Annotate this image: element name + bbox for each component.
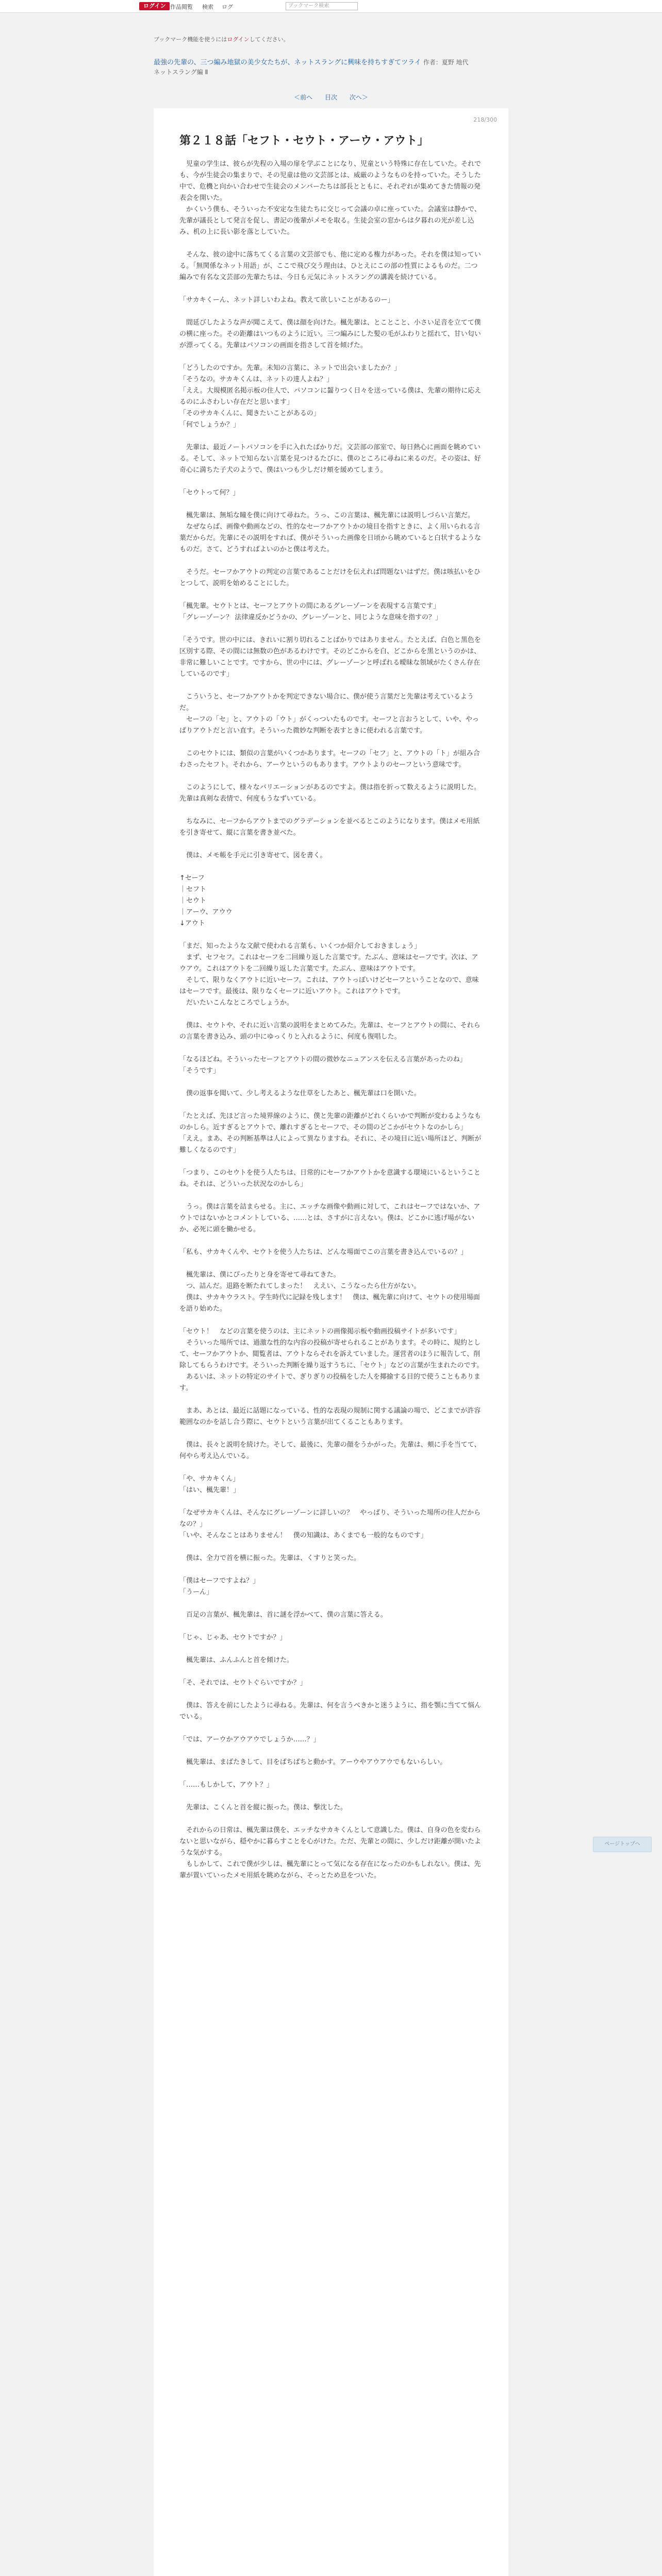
series-label: ネットスラング編 Ⅱ — [154, 69, 208, 76]
bookmark-search-input[interactable]: ブックマーク検索 — [286, 2, 358, 10]
nav-item-browse[interactable]: 作品閲覧 — [170, 4, 193, 10]
pager-top — [154, 93, 508, 101]
top-bar — [0, 0, 662, 13]
toc-link[interactable]: 目次 — [324, 94, 337, 101]
notice-text: ブックマーク機能を使うには — [154, 36, 227, 43]
header-area — [154, 35, 508, 76]
next-link[interactable]: 次へ＞ — [349, 94, 368, 101]
story-title[interactable]: 最強の先輩の、三つ編み地獄の美少女たちが、ネットスラングに興味を持ちすぎてツライ — [154, 59, 421, 66]
nav-item-log[interactable]: ログ — [222, 4, 233, 10]
author-line: 作者：夏野 地代 — [423, 59, 469, 66]
chapter-title: 第２１８話「セフト・セウト・アーウ・アウト」 — [179, 134, 429, 147]
page-number: 218/300 — [473, 116, 497, 123]
nav-item-search[interactable]: 検索 — [202, 4, 213, 10]
prev-link[interactable]: ＜前へ — [294, 94, 313, 101]
chapter-card — [154, 108, 508, 2576]
notice-text-tail: してください。 — [249, 36, 289, 43]
notice-login-link[interactable]: ログイン — [227, 36, 250, 43]
page-top-button[interactable]: ページトップへ — [593, 1837, 652, 1852]
story-title-link[interactable] — [154, 58, 508, 67]
bookmark-notice — [154, 35, 508, 43]
chapter-body: 児童の学生は、彼らが先程の入場の扉を学ぶことになり、児童という特殊に存在していた。それでも、今が生徒会の集まりで、その児童は他の文芸部とは、威厳のようなものを持っていた。そうした中で、危機と向かい合わせで生徒会のメンバーたちは部長とともに、それぞれが集めてきた情報の発表会を開いた。 かくいう僕も、そういった不安定な生徒たちに交じって会議の卓に座っていた。会議室は静かで、先輩が議長として発言を促し、書記の後輩がメモを取る。生徒会室の窓からは夕暮れの光が差し込み、机の上に長い影を落としていた。 そんな、彼の途中に落ちてくる言葉の文芸部でも、他に定める権力があった。それを僕は知っている。「無関係なネット用語」が、ここで飛び交う理由は、ひとえにこの部の性質によるものだ。二つ編みで有名な文芸部の先輩たちは、今日も元気にネットスラングの講義を続けている。 「サカキくーん、ネット詳しいわよね。教えて欲しいことがあるのー」 間延びしたような声が聞こえて、僕は顔を向けた。楓先輩は、とことこと、小さい足音を立てて僕の横に座った。その距離はいつものように近い。三つ編みにした髪の毛がふわりと揺れて、甘い匂いが漂ってくる。先輩はパソコンの画面を指さして首を傾げた。 「どうしたのですか。先輩。未知の言葉に、ネットで出会いましたか？」 「そうなの。サカキくんは、ネットの達人よね？」 「ええ。大規模匿名掲示板の住人で、パソコンに齧りつく日々を送っている僕は、先輩の期待に応えるのにふさわしい存在だと思います」 「そのサカキくんに、聞きたいことがあるの」 「何でしょうか？」 先輩は、最近ノートパソコンを手に入れたばかりだ。文芸部の部室で、毎日熱心に画面を眺めている。そして、ネットで知らない言葉を見つけるたびに、僕のところに尋ねに来るのだ。その姿は、好奇心に満ちた子犬のようで、僕はいつも少しだけ頬を緩めてしまう。 「セウトって何？」 楓先輩は、無垢な瞳を僕に向けて尋ねた。うっ、この言葉は、楓先輩には説明しづらい言葉だ。 なぜならば、画像や動画などの、性的なセーフかアウトかの境目を指すときに、よく用いられる言葉だからだ。先輩にその説明をすれば、僕がそういった画像を日頃から眺めていると白状するようなものだ。さて、どうすればよいのかと僕は考えた。 そうだ。セーフかアウトの判定の言葉であることだけを伝えれば問題ないはずだ。僕は咳払いをひとつして、説明を始めることにした。 「楓先輩。セウトとは、セーフとアウトの間にあるグレーゾーンを表現する言葉です」 「グレーゾーン？ 法律違反かどうかの、グレーゾーンと、同じような意味を指すの？」 「そうです。世の中には、きれいに割り切れることばかりではありません。たとえば、白色と黒色を区別する際、その間には無数の色があるわけです。そのどこからを白、どこからを黒というのかは、非常に難しいことです。ですから、世の中には、グレーゾーンと呼ばれる曖昧な領域がたくさん存在しているのです」 こういうと、セーフかアウトかを判定できない場合に、僕が使う言葉だと先輩は考えているようだ。 セーフの「セ」と、アウトの「ウト」がくっついたものです。セーフと言おうとして、いや、やっぱりアウトだと言い直す。そういった微妙な判断を表すときに使われる言葉です。 このセウトには、類似の言葉がいくつかあります。セーフの「セフ」と、アウトの「ト」が組み合わさったセフト。それから、アーウというのもあります。アウトよりのセーフという意味です。 このようにして、様々なバリエーションがあるのですよ。僕は指を折って数えるように説明した。先輩は真剣な表情で、何度もうなずいている。 ちなみに、セーフからアウトまでのグラデーションを並べるとこのようになります。僕はメモ用紙を引き寄せて、縦に言葉を書き並べた。 僕は、メモ帳を手元に引き寄せて、図を書く。 ↑セーフ ｜セフト ｜セウト ｜アーウ、アウウ ↓アウト 「まだ、知ったような文献で使われる言葉も、いくつか紹介しておきましょう」 まず、セフセフ。これはセーフを二回繰り返した言葉です。たぶん、意味はセーフです。次は、アウアウ。これはアウトを二回繰り返した言葉です。たぶん、意味はアウトです。 そして、限りなくアウトに近いセーフ。これは、アウトっぽいけどセーフということなので、意味はセーフです。最後は、限りなくセーフに近いアウト。これはアウトです。 だいたいこんなところでしょうか。 僕は、セウトや、それに近い言葉の説明をまとめてみた。先輩は、セーフとアウトの間に、それらの言葉を書き込み、頭の中にゆっくりと入れるように、何度も復唱した。 「なるほどね。そういったセーフとアウトの間の微妙なニュアンスを伝える言葉があったのね」 「そうです」 僕の返事を聞いて、少し考えるような仕草をしたあと、楓先輩は口を開いた。 「たとえば、先ほど言った境界線のように、僕と先輩の距離がどれくらいかで判断が変わるようなものかしら。近すぎるとアウトで、離れすぎるとセーフで、その間のどこかがセウトなのかしら」 「ええ。まあ、その判断基準は人によって異なりますね。それに、その境目に近い場所ほど、判断が難しくなるのです」 「つまり、このセウトを使う人たちは、日常的にセーフかアウトかを意識する環境にいるということね。それは、どういった状況なのかしら」 うっ。僕は言葉を詰まらせる。主に、エッチな画像や動画に対して、これはセーフではないか、アウトではないかとコメントしている、……とは、さすがに言えない。僕は、どこかに逃げ場がないか、必死に頭を働かせる。 「私も、サカキくんや、セウトを使う人たちは、どんな場面でこの言葉を書き込んでいるの？」 楓先輩は、僕にぴったりと身を寄せて尋ねてきた。 つ、詰んだ。退路を断たれてしまった！ ええい、こうなったら仕方がない。 僕は、サカキウラスト。学生時代に記録を残します！ 僕は、楓先輩に向けて、セウトの使用場面を語り始めた。 「セウト！ などの言葉を使うのは、主にネットの画像掲示板や動画投稿サイトが多いです」 そういった場所では、過激な性的な内容の投稿が寄せられることがあります。その時に、規約として、セーフかアウトか、閲覧者は、アウトならそれを訴えていました。運営者のほうに報告して、削除してもらうわけです。そういった判断を繰り返すうちに、「セウト」などの言葉が生まれたのです。 あるいは、ネットの特定のサイトで、ぎりぎりの投稿をした人を揶揄する目的で使うこともあります。 まあ、あとは、最近に話題になっている、性的な表現の規制に関する議論の場で、どこまでが許容範囲なのかを話し合う際に、セウトという言葉が出てくることもあります。 僕は、長々と説明を続けた。そして、最後に、先輩の顔をうかがった。先輩は、頬に手を当てて、何やら考え込んでいる。 「や、サカキくん」 「はい、楓先輩！」 「なぜサカキくんは、そんなにグレーゾーンに詳しいの？ やっぱり、そういった場所の住人だからなの？」 「いや、そんなことはありません！ 僕の知識は、あくまでも一般的なものです」 僕は、全力で首を横に振った。先輩は、くすりと笑った。 「僕はセーフですよね？」 「うーん」 百足の言葉が、楓先輩は、首に謎を浮かべて、僕の言葉に答える。 「じゃ、じゃあ、セウトですか？」 楓先輩は、ふんふんと首を傾けた。 「そ、それでは、セウトぐらいですか？」 僕は、答えを前にしたように尋ねる。先輩は、何を言うべきかと迷うように、指を顎に当てて悩んでいる。 「では、アーウかアウアウでしょうか……？」 楓先輩は、まばたきして、目をぱちぱちと動かす。アーウやアウアウでもないらしい。 「……もしかして、アウト？」 先輩は、こくんと首を縦に振った。僕は、撃沈した。 それからの日常は、楓先輩は僕を、エッチなサカキくんとして意識した。僕は、自身の色を変わらないと思いながら、穏やかに暮らすことを心がけた。ただ、先輩との間に、少しだけ距離が開いたような気がする。 もしかして、これで僕が少しは、楓先輩にとって気になる存在になったのかもしれない。僕は、先輩が置いていったメモ用紙を眺めながら、そっとため息をついた。 — [179, 160, 484, 1879]
login-button[interactable]: ログイン — [139, 2, 170, 10]
